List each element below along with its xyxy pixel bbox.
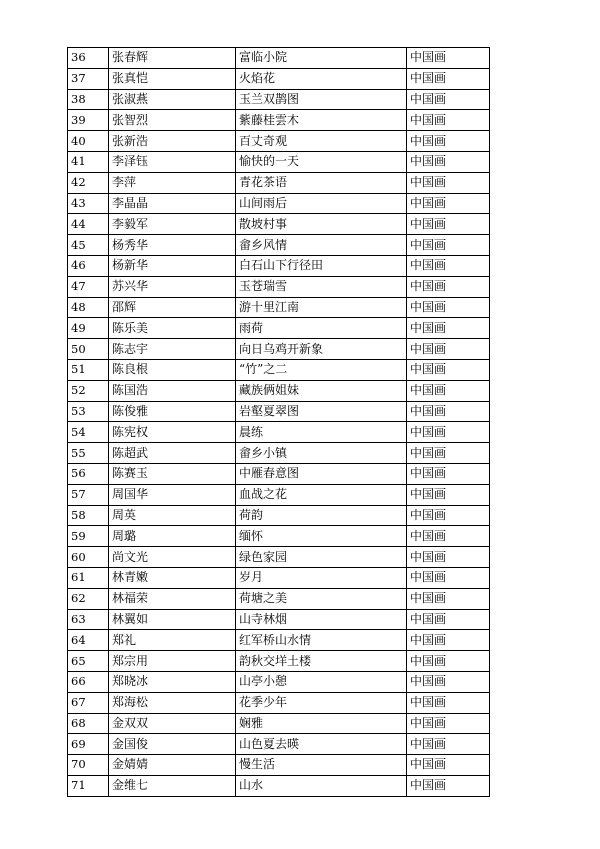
table-row [68,526,490,547]
artist-name-cell: 苏兴华 [109,276,236,297]
artwork-title-cell: 畲乡风情 [236,235,407,256]
table-row [68,671,490,692]
artist-name-cell: 郑礼 [109,630,236,651]
table-row [68,214,490,235]
artwork-title-cell: 荷韵 [236,505,407,526]
entry-number-cell: 53 [68,401,109,422]
category-cell: 中国画 [407,775,490,796]
entry-number-cell: 55 [68,443,109,464]
entry-number-cell: 68 [68,713,109,734]
artwork-title-cell: 韵秋交垟土楼 [236,651,407,672]
artwork-title-cell: 山水 [236,775,407,796]
artist-name-cell: 张淑燕 [109,89,236,110]
table-row [68,172,490,193]
artist-name-cell: 金双双 [109,713,236,734]
table-row [68,484,490,505]
artist-name-cell: 陈良根 [109,359,236,380]
artwork-title-cell: 娴雅 [236,713,407,734]
entry-number-cell: 69 [68,734,109,755]
entry-number-cell: 41 [68,151,109,172]
category-cell: 中国画 [407,193,490,214]
category-cell: 中国画 [407,422,490,443]
entry-number-cell: 57 [68,484,109,505]
table-row [68,630,490,651]
entry-number-cell: 62 [68,588,109,609]
artist-name-cell: 张智烈 [109,110,236,131]
category-cell: 中国画 [407,110,490,131]
artwork-title-cell: 向日乌鸡开新象 [236,339,407,360]
entry-number-cell: 47 [68,276,109,297]
category-cell: 中国画 [407,526,490,547]
artwork-title-cell: 愉快的一天 [236,151,407,172]
table-row [68,48,490,69]
table-row [68,297,490,318]
category-cell: 中国画 [407,359,490,380]
category-cell: 中国画 [407,151,490,172]
table-row [68,255,490,276]
entry-number-cell: 39 [68,110,109,131]
category-cell: 中国画 [407,484,490,505]
table-row [68,359,490,380]
table-row [68,68,490,89]
entry-number-cell: 67 [68,692,109,713]
artwork-title-cell: 花季少年 [236,692,407,713]
artwork-title-cell: 荷塘之美 [236,588,407,609]
table-row [68,110,490,131]
artwork-title-cell: 散坡村事 [236,214,407,235]
entry-number-cell: 52 [68,380,109,401]
artwork-title-cell: 山色夏去暎 [236,734,407,755]
artwork-title-cell: 中雁春意图 [236,463,407,484]
entry-number-cell: 63 [68,609,109,630]
artwork-title-cell: 百丈奇观 [236,131,407,152]
artist-name-cell: 陈志宇 [109,339,236,360]
artist-name-cell: 李毅军 [109,214,236,235]
category-cell: 中国画 [407,630,490,651]
entry-number-cell: 51 [68,359,109,380]
entry-number-cell: 70 [68,755,109,776]
artist-name-cell: 金国俊 [109,734,236,755]
artwork-title-cell: 山亭小憩 [236,671,407,692]
entry-table-body [68,48,490,797]
entry-number-cell: 37 [68,68,109,89]
table-row [68,588,490,609]
artist-name-cell: 尚文光 [109,547,236,568]
category-cell: 中国画 [407,89,490,110]
artist-name-cell: 张真恺 [109,68,236,89]
table-row [68,443,490,464]
entry-number-cell: 56 [68,463,109,484]
entry-number-cell: 64 [68,630,109,651]
category-cell: 中国画 [407,276,490,297]
category-cell: 中国画 [407,567,490,588]
category-cell: 中国画 [407,713,490,734]
category-cell: 中国画 [407,48,490,69]
table-row [68,276,490,297]
entry-number-cell: 48 [68,297,109,318]
table-row [68,692,490,713]
category-cell: 中国画 [407,588,490,609]
artist-name-cell: 邵辉 [109,297,236,318]
table-row [68,151,490,172]
table-row [68,235,490,256]
artwork-title-cell: 畲乡小镇 [236,443,407,464]
entry-number-cell: 50 [68,339,109,360]
artist-name-cell: 张春辉 [109,48,236,69]
artwork-title-cell: 血战之花 [236,484,407,505]
artwork-title-cell: 绿色家园 [236,547,407,568]
category-cell: 中国画 [407,214,490,235]
table-row [68,651,490,672]
artwork-title-cell: 岩壑夏翠图 [236,401,407,422]
entry-number-cell: 44 [68,214,109,235]
artwork-title-cell: 白石山下行径田 [236,255,407,276]
artwork-title-cell: 山间雨后 [236,193,407,214]
category-cell: 中国画 [407,401,490,422]
category-cell: 中国画 [407,235,490,256]
artist-name-cell: 杨秀华 [109,235,236,256]
table-row [68,401,490,422]
artist-name-cell: 周璐 [109,526,236,547]
entry-number-cell: 66 [68,671,109,692]
category-cell: 中国画 [407,255,490,276]
artist-name-cell: 李泽钰 [109,151,236,172]
artist-name-cell: 陈乐美 [109,318,236,339]
category-cell: 中国画 [407,131,490,152]
artist-name-cell: 金婧婧 [109,755,236,776]
artwork-title-cell: 岁月 [236,567,407,588]
entry-number-cell: 54 [68,422,109,443]
category-cell: 中国画 [407,318,490,339]
artwork-title-cell: 青花茶语 [236,172,407,193]
table-row [68,193,490,214]
table-row [68,339,490,360]
category-cell: 中国画 [407,734,490,755]
table-row [68,422,490,443]
artist-name-cell: 郑宗用 [109,651,236,672]
category-cell: 中国画 [407,505,490,526]
artwork-title-cell: “竹”之二 [236,359,407,380]
entry-number-cell: 61 [68,567,109,588]
artist-name-cell: 林翼如 [109,609,236,630]
artwork-title-cell: 晨练 [236,422,407,443]
entry-list-sheet [67,47,489,797]
category-cell: 中国画 [407,671,490,692]
table-row [68,131,490,152]
artist-name-cell: 陈国浩 [109,380,236,401]
entry-table [67,47,490,797]
entry-number-cell: 43 [68,193,109,214]
entry-number-cell: 60 [68,547,109,568]
table-row [68,609,490,630]
entry-number-cell: 40 [68,131,109,152]
entry-number-cell: 45 [68,235,109,256]
category-cell: 中国画 [407,339,490,360]
artist-name-cell: 陈超武 [109,443,236,464]
artist-name-cell: 陈宪权 [109,422,236,443]
category-cell: 中国画 [407,68,490,89]
category-cell: 中国画 [407,755,490,776]
artist-name-cell: 郑晓冰 [109,671,236,692]
entry-number-cell: 49 [68,318,109,339]
artwork-title-cell: 游十里江南 [236,297,407,318]
artwork-title-cell: 慢生活 [236,755,407,776]
table-row [68,567,490,588]
artist-name-cell: 周国华 [109,484,236,505]
artist-name-cell: 陈俊雅 [109,401,236,422]
table-row [68,89,490,110]
category-cell: 中国画 [407,380,490,401]
artist-name-cell: 李萍 [109,172,236,193]
artwork-title-cell: 富临小院 [236,48,407,69]
category-cell: 中国画 [407,443,490,464]
entry-number-cell: 58 [68,505,109,526]
table-row [68,547,490,568]
artwork-title-cell: 藏族俩姐妹 [236,380,407,401]
entry-number-cell: 42 [68,172,109,193]
artwork-title-cell: 火焰花 [236,68,407,89]
category-cell: 中国画 [407,297,490,318]
category-cell: 中国画 [407,172,490,193]
artwork-title-cell: 山寺林烟 [236,609,407,630]
artist-name-cell: 陈赛玉 [109,463,236,484]
table-row [68,734,490,755]
entry-number-cell: 71 [68,775,109,796]
artist-name-cell: 郑海松 [109,692,236,713]
artist-name-cell: 金维七 [109,775,236,796]
entry-number-cell: 65 [68,651,109,672]
category-cell: 中国画 [407,651,490,672]
table-row [68,380,490,401]
entry-number-cell: 46 [68,255,109,276]
artwork-title-cell: 缅怀 [236,526,407,547]
category-cell: 中国画 [407,463,490,484]
category-cell: 中国画 [407,609,490,630]
category-cell: 中国画 [407,547,490,568]
artwork-title-cell: 玉兰双鹊图 [236,89,407,110]
artist-name-cell: 杨新华 [109,255,236,276]
artwork-title-cell: 红军桥山水情 [236,630,407,651]
artist-name-cell: 周英 [109,505,236,526]
artist-name-cell: 林青嫩 [109,567,236,588]
artwork-title-cell: 雨荷 [236,318,407,339]
table-row [68,505,490,526]
artist-name-cell: 张新浩 [109,131,236,152]
table-row [68,318,490,339]
artwork-title-cell: 紫藤桂雲木 [236,110,407,131]
table-row [68,775,490,796]
table-row [68,463,490,484]
artist-name-cell: 李晶晶 [109,193,236,214]
artwork-title-cell: 玉苍瑞雪 [236,276,407,297]
entry-number-cell: 36 [68,48,109,69]
category-cell: 中国画 [407,692,490,713]
table-row [68,713,490,734]
table-row [68,755,490,776]
entry-number-cell: 59 [68,526,109,547]
entry-number-cell: 38 [68,89,109,110]
artist-name-cell: 林福荣 [109,588,236,609]
